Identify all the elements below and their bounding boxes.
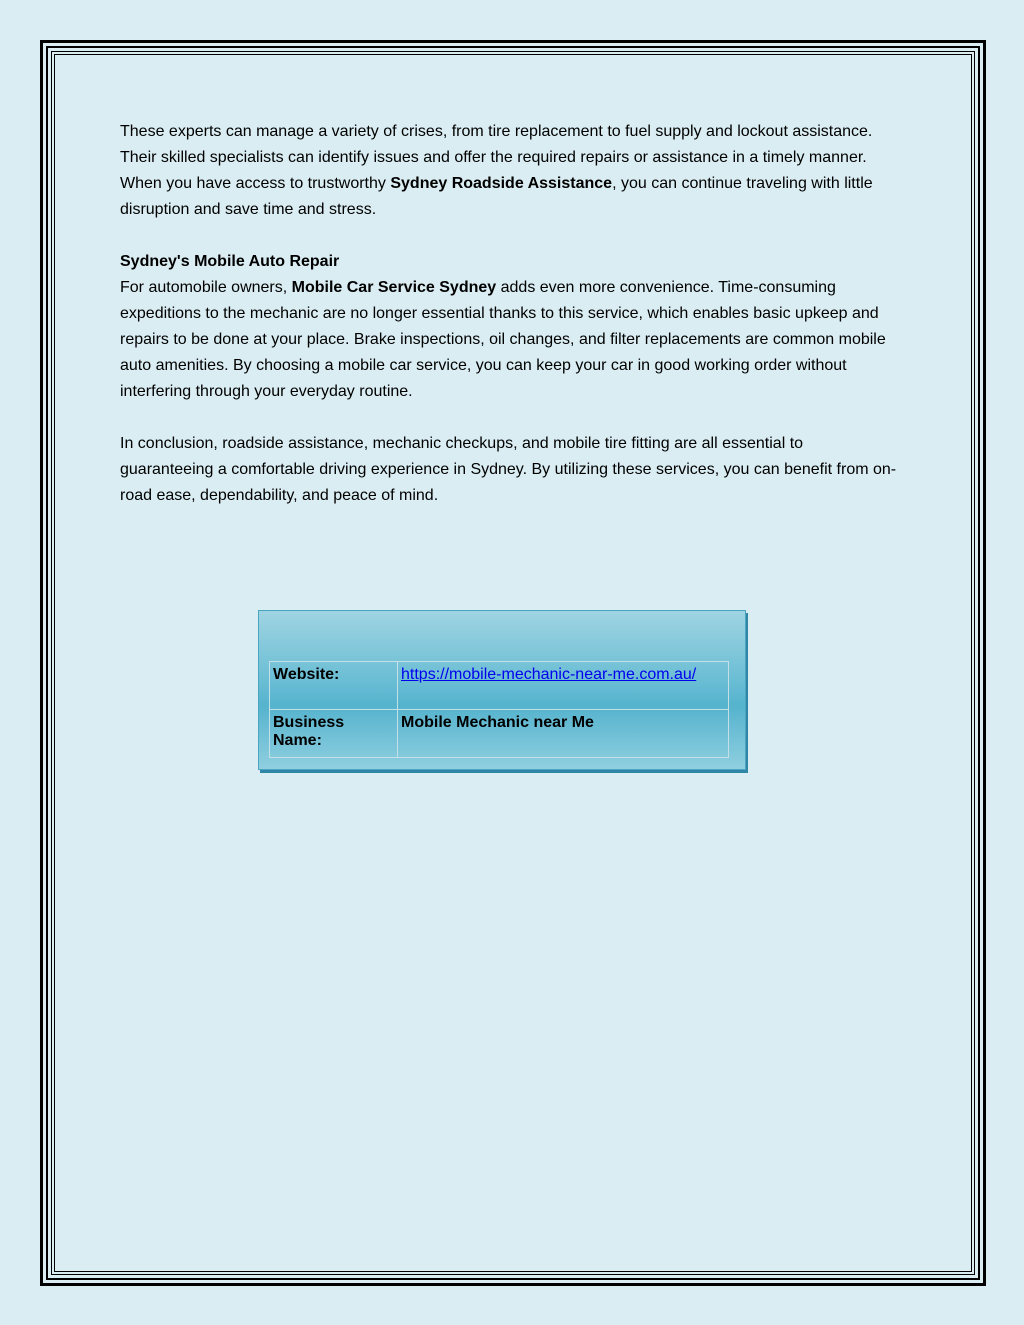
paragraph-text: adds even more convenience. Time-consuming expeditions to the mechanic are no longer essential thanks to this service, which enables basic upkeep and repairs to be done at your place. Brake inspections, oil changes, and filter replacements are common mobile auto amenities. By choosing a mobile car service, you can keep your car in good working order without interfering through your everyday routine. [120, 279, 886, 400]
website-cell [398, 662, 729, 710]
paragraph-text: , you can continue traveling with little disruption and save time and stress. [120, 175, 873, 218]
website-link[interactable]: https://mobile-mechanic-near-me.com.au/ [401, 666, 697, 683]
paragraph-text: In conclusion, roadside assistance, mechanic checkups, and mobile tire fitting are all essential to guaranteeing a comfortable driving experience in Sydney. By utilizing these services, you can benefit from on-road ease, dependability, and peace of mind. [120, 435, 897, 504]
keyword-mobile-car-service: Mobile Car Service Sydney [291, 279, 497, 296]
business-name-value: Mobile Mechanic near Me [398, 710, 729, 758]
paragraph-text: For automobile owners, [120, 279, 292, 296]
paragraph-conclusion [120, 431, 900, 509]
business-name-label: Business Name: [270, 710, 398, 758]
website-label: Website: [270, 662, 398, 710]
table-row [270, 662, 729, 710]
business-info-table [269, 661, 729, 758]
paragraph-mobile-repair [120, 249, 900, 405]
business-info-box [258, 610, 746, 770]
document-body [120, 119, 900, 535]
section-heading: Sydney's Mobile Auto Repair [120, 253, 340, 270]
keyword-sydney-roadside-assistance: Sydney Roadside Assistance [390, 175, 613, 192]
paragraph-text: These experts can manage a variety of crises, from tire replacement to fuel supply and lockout assistance. Their skilled specialists can identify issues and offer the required repairs or assistance in a timely manner. When you have access to trustworthy [120, 123, 873, 192]
paragraph-roadside [120, 119, 900, 223]
table-row [270, 710, 729, 758]
